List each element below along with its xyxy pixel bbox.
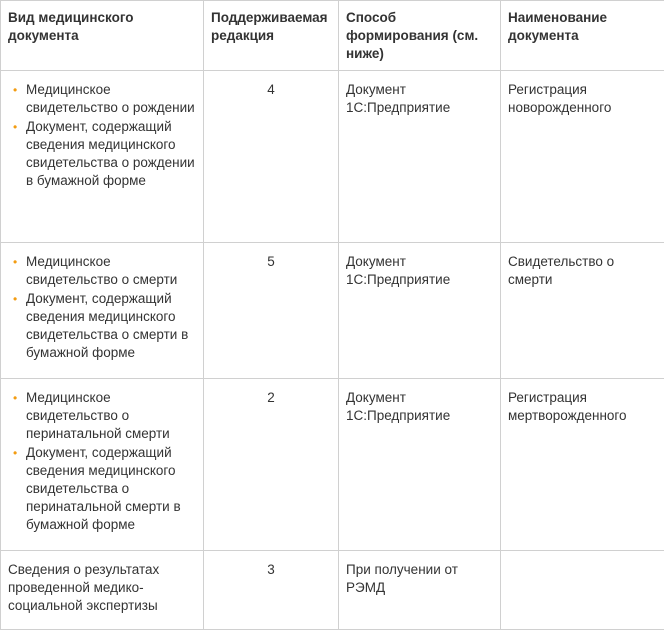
- cell-document-name: Регистрация мертворожденного: [501, 379, 664, 551]
- table-row: [1, 379, 664, 551]
- bullet-icon: •: [13, 118, 17, 136]
- list-item: [26, 389, 196, 443]
- cell-document-kind: [1, 71, 204, 243]
- cell-document-name: Регистрация новорожденного: [501, 71, 664, 243]
- list-item: [26, 253, 196, 289]
- table-row: [1, 243, 664, 379]
- cell-edition: 4: [204, 71, 339, 243]
- cell-edition: 3: [204, 551, 339, 630]
- table-header-row: [1, 1, 664, 71]
- list-item-text: Медицинское свидетельство о рождении: [26, 82, 195, 115]
- header-formation-method: Способ формирования (см. ниже): [339, 1, 501, 71]
- table-row: [1, 551, 664, 630]
- document-kind-list: [8, 253, 196, 362]
- list-item-text: Медицинское свидетельство о перинатальной смерти: [26, 390, 170, 441]
- list-item: [26, 81, 196, 117]
- cell-method: При получении от РЭМД: [339, 551, 501, 630]
- cell-edition: 5: [204, 243, 339, 379]
- bullet-icon: •: [13, 444, 17, 462]
- cell-document-name: [501, 551, 664, 630]
- list-item-text: Медицинское свидетельство о смерти: [26, 254, 177, 287]
- header-document-kind: Вид медицинского документа: [1, 1, 204, 71]
- list-item: [26, 444, 196, 534]
- table-row: [1, 71, 664, 243]
- header-supported-edition: Поддерживаемая редакция: [204, 1, 339, 71]
- cell-document-kind: [1, 379, 204, 551]
- list-item-text: Документ, содержащий сведения медицинского свидетельства о смерти в бумажной форме: [26, 291, 188, 360]
- header-document-name: Наименование документа: [501, 1, 664, 71]
- cell-document-kind: Сведения о результатах проведенной медико-социальной экспертизы: [1, 551, 204, 630]
- list-item: [26, 118, 196, 190]
- list-item-text: Документ, содержащий сведения медицинского свидетельства о перинатальной смерти в бумажной форме: [26, 445, 181, 532]
- cell-document-kind: [1, 243, 204, 379]
- bullet-icon: •: [13, 389, 17, 407]
- list-item-text: Документ, содержащий сведения медицинского свидетельства о рождении в бумажной форме: [26, 119, 195, 188]
- document-kind-list: [8, 81, 196, 190]
- cell-method: Документ 1С:Предприятие: [339, 71, 501, 243]
- bullet-icon: •: [13, 81, 17, 99]
- bullet-icon: •: [13, 290, 17, 308]
- cell-method: Документ 1С:Предприятие: [339, 243, 501, 379]
- cell-edition: 2: [204, 379, 339, 551]
- bullet-icon: •: [13, 253, 17, 271]
- list-item: [26, 290, 196, 362]
- cell-document-name: Свидетельство о смерти: [501, 243, 664, 379]
- document-kind-list: [8, 389, 196, 534]
- cell-method: Документ 1С:Предприятие: [339, 379, 501, 551]
